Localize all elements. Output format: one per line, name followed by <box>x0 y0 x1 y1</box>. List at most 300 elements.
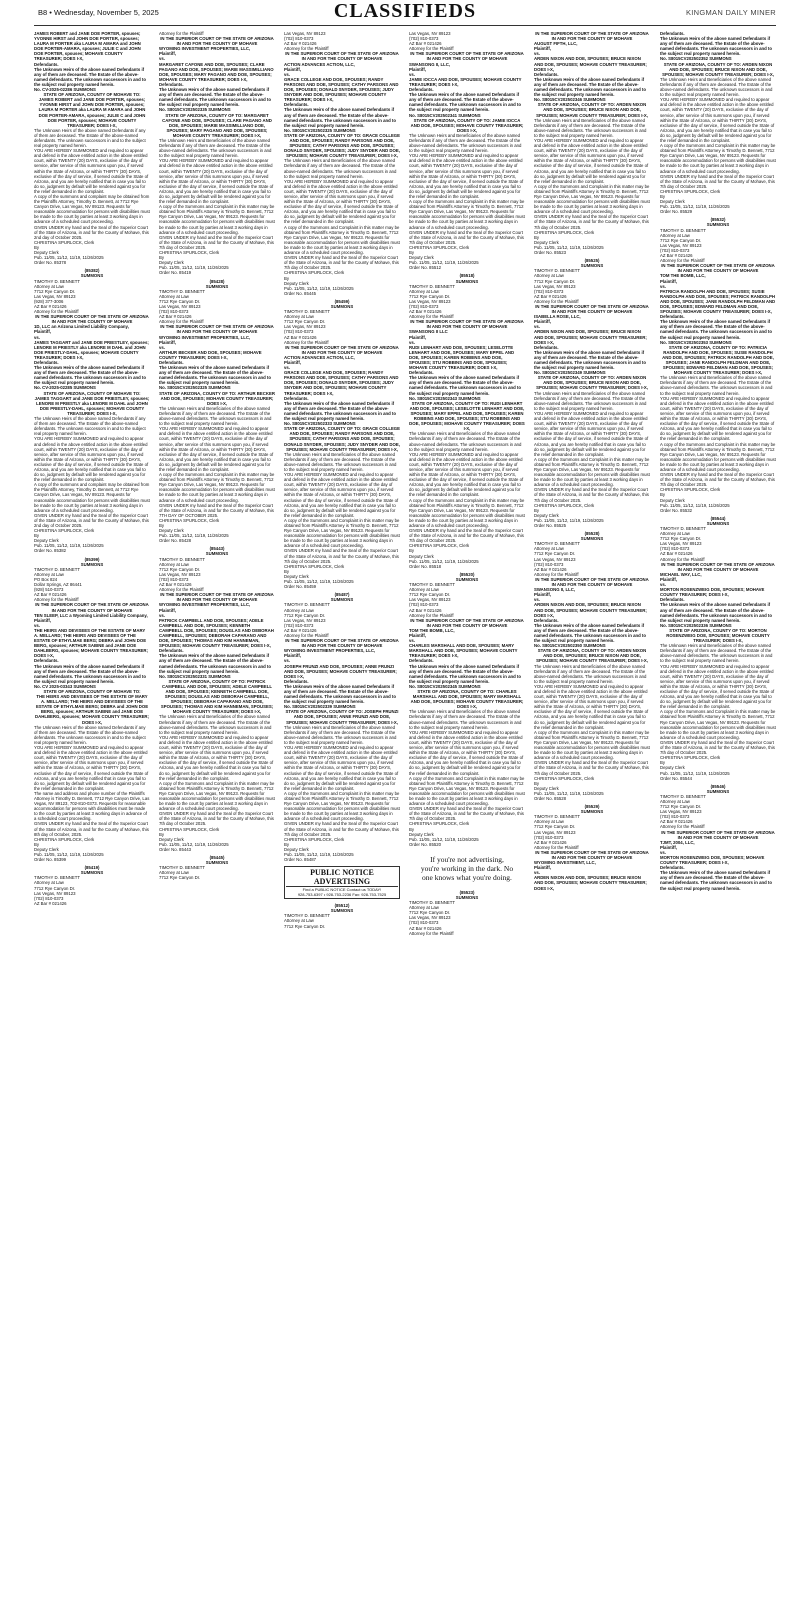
notice-text: Deputy Clerk <box>660 765 685 771</box>
notice-heading: MORTON ROSENZWEIG DOE, SPOUSES; MOHAVE COUNTY TREASURER; DOES I-X, <box>660 587 765 598</box>
notice-text: By <box>534 234 540 240</box>
notice-text: A copy of the Summons and Complaint in this matter may be obtained from Plaintiffs Attorney is Timothy D. Bennett, 7712 Rye Canyon Drive, Las Vegas, NV 89123. Requests for reasonable accommodation for persons with disabilities must be made to the court by parties at least 3 working days in advance of a scheduled court proceeding. <box>284 517 400 549</box>
notice-text: 7712 Rye Canyon Dr. <box>284 612 326 618</box>
notice-text: GIVEN UNDER my hand and the Seal of the Superior Court of the State of Arizona, in and for the County of Mohave, this 7th day of October 2025. <box>534 487 649 503</box>
notice-text: Order No. 85512 <box>409 265 442 271</box>
notice-heading: The Unknown Heirs of the above named Defendants if any of them are deceased. The Estate of the above-named defendants. The unknown successors in and to the subject real property named herein. <box>660 602 772 623</box>
notice-text: YOU ARE HEREBY SUMMONED and required to appear and defend in the above entitled action in the above entitled court, within TWENTY (20) DAYS, exclusive of the day of service, after service of this summons upon you, if served within the State of Arizona, or within THIRTY (30) DAYS, exclusive of the day of service, if served outside the State of Arizona, and you are hereby notified that in case you fail to do so, judgment by default will be rendered against you for the relief demanded in the complaint. <box>409 451 524 498</box>
notice-heading: ARDEN NIXON AND DOE, SPOUSES; BRUCE NIXON AND DOE, SPOUSES; MOHAVE COUNTY TREASURER; DOES I-X, <box>534 875 647 891</box>
notice-heading: STATE OF ARIZONA, COUNTY OF MOHAVE TO: <box>43 689 141 694</box>
notice-heading: No. S8015CV202502345 SUMMONS <box>409 683 481 689</box>
notice-text: TIMOTHY D. BENNETT <box>660 793 706 799</box>
notice-text: AZ Bar # 021426 <box>409 607 442 613</box>
notice-heading: IN THE SUPERIOR COURT OF THE STATE OF ARIZONA <box>661 561 775 567</box>
notice-text: AZ Bar # 021426 <box>34 592 67 598</box>
notice-heading: STATE OF ARIZONA, COUNTY OF TO: ARDEN NIXON AND DOE, SPOUSES; BRUCE NIXON AND DOE, SPOUSES; MOHAVE COUNTY TREASURER; DOES I-X, <box>662 61 774 77</box>
notice-text: Attorney at Law <box>159 561 189 567</box>
notice-heading: IN AND FOR THE COUNTY OF MOHAVE <box>301 56 383 62</box>
notice-text: CHRISTINA SPURLOCK, Clerk <box>284 270 345 276</box>
notice-heading: IN THE SUPERIOR COURT OF THE STATE OF ARIZONA <box>160 36 274 42</box>
notice-heading: Plaintiff, <box>159 339 176 345</box>
notice-heading: SUMMONS <box>205 860 229 866</box>
notice-text: By <box>159 523 165 528</box>
notice-text: A copy of the Summons and Complaint in this matter may be obtained from Plaintiffs Attorney is Timothy D. Bennett, 7712 Rye Canyon Drive, Las Vegas, NV 89123. Requests for reasonable accommodation for persons with disabilities must be made to the court by parties at least 3 working days in advance of a scheduled court proceeding. <box>159 780 275 812</box>
notice-heading: TJMT, 2004, LLC, <box>660 839 695 845</box>
notice-heading: vs. <box>660 283 666 289</box>
notice-text: 7712 Rye Canyon Dr. <box>34 885 76 891</box>
notice-text: 7712 Rye Canyon Dr. <box>660 536 702 542</box>
notice-text: CHRISTINA SPURLOCK, Clerk <box>284 563 345 569</box>
notice-heading: No. S8015CV202502341 SUMMONS <box>409 112 481 118</box>
notice-text: By <box>534 507 540 513</box>
notice-heading: IN AND FOR THE COUNTY OF MOHAVE <box>426 324 508 330</box>
notice-text: Pub. 11/05, 11/12, 11/19, 11/26/2025 <box>159 841 229 847</box>
notice-text: Pub. 11/05, 11/12, 11/19, 11/26/2025 <box>409 260 479 266</box>
notice-heading: IN AND FOR THE COUNTY OF MOHAVE <box>677 268 759 274</box>
column-4 <box>409 31 525 1611</box>
notice-heading: Plaintiff, <box>284 360 301 365</box>
notice-heading: Defendants. <box>159 81 184 87</box>
notice-text: Deputy Clerk <box>159 836 184 842</box>
notice-text: Order No. 85443 <box>159 846 192 852</box>
notice-heading: Defendants. <box>159 648 184 654</box>
notice-text: TIMOTHY D. BENNETT <box>409 900 455 906</box>
notice-text: PO Box 824 <box>34 576 58 582</box>
notice-text: The Unknown Heirs and Beneficiaries of the above named Defendants if any of them are deceased. The Estate of the above-named defendants. The unknown successors in and to the subject real property named herein. <box>660 643 773 664</box>
notice-text: GIVEN UNDER my hand and the Seal of the Superior Court of the State of Arizona, in and for the County of Mohave, this 7th day of October 2025. <box>660 739 775 756</box>
notice-text: A copy of the Summons and Complaint in this matter may be obtained from Plaintiffs Attorney is Timothy D. Bennett, 7712 Rye Canyon Drive, Las Vegas, NV 89123. Requests for reasonable accommodation for persons with disabilities must be made to the court by parties at least 3 working days in advance of a scheduled court proceeding. <box>159 472 275 503</box>
notice-heading: STATE OF ARIZONA, COUNTY OF TO: ARTHUR BECKER AND DOE, SPOUSES; MOHAVE COUNTY TREASURER; DOES I-X, <box>159 390 275 406</box>
notice-heading: Defendants. <box>409 87 434 93</box>
notice-heading: The Unknown Heirs of the above named Defendants if any of them are deceased. The Estate of the above-named defendants. The unknown successors in and to the subject real property named herein. <box>534 76 646 98</box>
notice-text: TIMOTHY D. BENNETT <box>409 283 455 289</box>
notice-text: Order No. 85445 <box>284 290 317 296</box>
notice-heading: Plaintiff, <box>409 334 426 340</box>
notice-heading: No. S8015CV202502346 SUMMONS <box>534 97 606 103</box>
notice-text: By <box>284 841 290 847</box>
notice-text: Order No. 85487 <box>284 857 317 863</box>
notice-heading: The Unknown Heirs of the above named Defendants if any of them are deceased. The Estate of the above-named defendants. The unknown successors in and to the subject real property named herein. <box>284 107 396 128</box>
notice-text: Las Vegas, NV 89123 <box>660 242 702 248</box>
notice-heading: SUMMONS <box>706 222 730 228</box>
notice-heading: SUMMONS <box>580 809 604 815</box>
notice-heading: TOM THE BOMB, LLC, <box>660 273 706 279</box>
notice-text: GIVEN UNDER my hand and the Seal of the Superior Court of the State of Arizona, in and for the County of Mohave, this 7th day of October 2025. <box>534 214 649 230</box>
notice-text: The Unknown Heirs and Beneficiaries of the above named Defendants if any of them are deceased. The Estate of the above-named defendants. The unknown successors in and to the subject real property named herein. <box>534 663 647 684</box>
notice-text: Order No. 85459 <box>284 584 317 590</box>
notice-heading: The Unknown Heirs of the above named Defendants if any of them are deceased. The Estate of the above-named defendants. The unknown successors in and to the subject real property named herein. <box>660 36 772 57</box>
notice-text: Pub. 11/05, 11/12, 11/19, 11/26/2025 <box>660 204 730 210</box>
notice-text: TIMOTHY D. BENNETT <box>534 268 580 274</box>
notice-text: 7712 Rye Canyon Dr. <box>409 910 451 916</box>
notice-text: (702) 810-0373 <box>409 303 439 309</box>
notice-heading: TEN SLEEP, LLC a Wyoming Limited Liability Company, <box>34 612 148 618</box>
notice-text: 7712 Rye Canyon Dr. <box>534 551 576 557</box>
notice-heading: MARGARET CAFONE AND DOE, SPOUSES; CLARE PAGANO AND DOE, SPOUSES; MARIE MASSIMILLIANO DOE, SPOUSES; MARY PAGANO AND DOE, SPOUSES; MOHAVE COUNTY TREASURER; DOES I-X, <box>159 61 274 82</box>
notice-heading: SUMMONS <box>706 788 730 794</box>
notice-heading: IN AND FOR THE COUNTY OF MOHAVE <box>301 643 383 649</box>
public-notice-ad <box>284 866 400 899</box>
notice-text: The Unknown Heirs and Beneficiaries of the above named Defendants if any of them are deceased. The Estate of the above-named defendants. The unknown successors in and to the subject real property named herein. <box>159 137 272 159</box>
notice-text: Order No. 85419 <box>159 270 192 276</box>
notice-heading: No. S8015CV202502335 SUMMONS <box>159 107 231 113</box>
notice-text: TIMOTHY D. BENNETT <box>660 526 706 531</box>
notice-heading: vs. <box>409 71 415 77</box>
notice-heading: IN AND FOR THE COUNTY OF MOHAVE <box>551 582 633 588</box>
notice-text: The Unknown Heirs and Beneficiaries of the above named Defendants if any of them are deceased. The Estate of the above-named defendants. The unknown successors in and to the subject real property named herein. <box>159 405 272 427</box>
notice-heading: Defendants. <box>34 61 59 67</box>
notice-text: TIMOTHY D. BENNETT <box>409 582 455 588</box>
notice-heading: The Unknown Heirs of the above named Defendants if any of them are deceased. The Estate of the above-named defendants. The unknown successors in and to the subject real property named herein. <box>534 349 646 371</box>
notice-text: YOU ARE HEREBY SUMMONED and required to appear and defend in the above entitled action in the above entitled court, within TWENTY (20) DAYS, exclusive of the day of service, after service of this summons upon you, if served within the State of Arizona, or within THIRTY (30) DAYS, exclusive of the day of service, if served outside the State of Arizona, and you are hereby notified that in case you fail to do so, judgment by default will be rendered against you for the relief demanded in the complaint. <box>534 683 649 730</box>
notice-heading: No. S8015CV202502352 SUMMONS <box>660 56 732 62</box>
notice-heading: STATE OF ARIZONA, COUNTY OF TO: PATRICIA RANDOLPH AND DOE, SPOUSES; SUSIE RANDOLPH AND DOE, SPOUSES; PATRICK RANDOLPH AND DOE, SPOUSES; JANE RANDOLPH FELDMAN AND DOE, SPOUSES; EDWARD FELDMAN AND DOE, SPOUSES; MOHAVE COUNTY TREASURER; DOES I-X, <box>662 344 774 376</box>
notice-heading: Plaintiff, <box>159 51 176 57</box>
notice-heading: JAMES TAGGART and JANE DOE PRIESTLEY, spouses; LENORE M PRIESTLY aka LENORE M DAHL and JOHN DOE PRIESTLY-DAHL, spouses; MOHAVE COUNTY TREASURER; DOES I-X, <box>34 339 149 360</box>
notice-heading: Defendants. <box>159 360 184 365</box>
notice-heading: The Unknown Heirs of the above named Defendants if any of them are deceased. The Estate of the above-named defendants. The unknown successors in and to the subject real property named herein. <box>409 92 521 113</box>
notice-text: Order No. 85382 <box>34 548 67 554</box>
notice-text: (702) 810-0373 <box>284 622 314 628</box>
notice-text: A copy of the summons and complaint may be obtained from the Plaintiffs Attorney, Timothy D. Bennett, at 7712 Rye Canyon Drive, Las Vegas, NV 89123. Requests for reasonable accommodation for persons with disabilities must be made to the court by parties at least 3 working days in advance of a scheduled court proceeding. <box>34 482 150 513</box>
notice-heading: THE HEIRS AND DEVISEES OF THE ESTATE OF MARY A. MELLARD; THE HEIRS AND DEVISEES OF THE ESTATE OF ETHYLMAE BERG; DEBRA and JOHN DOE BERG, spouses; ARTHUR SABINE and JANE DOE DAHLBERG, spouses; MOHAVE COUNTY TREASURER; DOES I-X, <box>34 627 148 659</box>
notice-heading: No. S8015CV202502325 SUMMONS <box>284 127 356 133</box>
notice-text: TIMOTHY D. BENNETT <box>34 875 80 881</box>
notice-text: Pub. 11/05, 11/12, 11/19, 11/26/2025 <box>34 255 104 261</box>
notice-heading: PATRICK CAMPBELL AND DOE, SPOUSES; ADELE CAMPBELL AND DOE, SPOUSES; KENNETH CAMPBELL DOE, SPOUSES; DOUGLAS AND DEBORAH CAMPBELL, SPOUSES; DEBORAH CAPARANO AND DOE, SPOUSES; THOMAS AND KIM HANNEMAN, SPOUSES; MOHAVE COUNTY TREASURER; DOES I-X, <box>159 617 274 649</box>
notice-heading: (85518) <box>459 273 475 279</box>
notice-text: 7712 Rye Canyon Dr. <box>159 875 201 881</box>
notice-heading: Plaintiff, <box>660 278 677 284</box>
notice-text: The Unknown Heirs and Beneficiaries of the above named Defendants if any of them are deceased. The Estate of the above-named defendants. The unknown successors in and to the subject real property named herein. <box>409 132 522 154</box>
column-5 <box>534 31 650 1611</box>
page-date-label: B8 • Wednesday, November 5, 2025 <box>38 8 159 17</box>
notice-heading: STATE OF ARIZONA, COUNTY OF TO: ARDEN NIXON AND DOE, SPOUSES; BRUCE NIXON AND DOE, SPOUSES; MOHAVE COUNTY TREASURER; DOES I-X, <box>536 648 648 664</box>
notice-text: CHRISTINA SPURLOCK, Clerk <box>409 543 470 549</box>
notice-heading: SUMMONS <box>80 273 104 279</box>
notice-heading: IN THE SUPERIOR COURT OF THE STATE OF ARIZONA <box>285 638 399 644</box>
notice-heading: SUMMONS <box>706 520 730 526</box>
notice-heading: No. S8015CV202502349 SUMMONS <box>534 370 606 376</box>
notice-heading: vs. <box>660 849 666 855</box>
notice-text: Attorney at Law <box>534 546 564 552</box>
notice-heading: GRACE COLLEGE AND DOE, SPOUSES; RANDY PARSONS AND DOE, SPOUSES; CATHY PARSONS AND DOE, SPOUSES; DONALD SNYDER, SPOUSES; JUDY SNYDER AND DOE, SPOUSES; MOHAVE COUNTY TREASURER; DOES I-X, <box>284 76 399 103</box>
notice-text: By <box>660 760 666 766</box>
notice-text: Dollar Springs, AZ 86441 <box>34 582 82 588</box>
notice-heading: The Unknown Heirs of the above named Defendants if any of them are deceased. The Estate of the above-named defendants. The unknown successors in and to the subject real property named herein. <box>409 375 521 396</box>
notice-text: Order No. 85428 <box>159 538 192 544</box>
notice-text: AZ Bar # 021426 <box>534 293 567 299</box>
notice-heading: IN THE SUPERIOR COURT OF THE STATE OF ARIZONA <box>410 51 524 57</box>
notice-text: Pub. 11/05, 11/12, 11/19, 11/26/2025 <box>159 533 229 539</box>
notice-text: Pub. 11/05, 11/12, 11/19, 11/26/2025 <box>660 502 730 508</box>
notice-heading: THE HEIRS AND DEVISEES OF THE ESTATE OF MARY A. MELLARD; THE HEIRS AND DEVISEES OF THE ESTATE OF ETHYLMAE BERG; DEBRA and JOHN DOE BERG, spouses; ARTHUR SABINE and JANE DOE DAHLBERG, spouses; MOHAVE COUNTY TREASURER; DOES I-X, <box>35 694 149 725</box>
notice-heading: Defendants. <box>284 678 309 684</box>
notice-heading: Plaintiff, <box>284 653 301 659</box>
notice-text: GIVEN UNDER my hand and the Seal of the Superior Court of the State of Arizona, in and for the County of Mohave, this 7th day of October 2025. <box>284 821 399 837</box>
notice-text: YOU ARE HEREBY SUMMONED and required to appear and defend in the above entitled action in the above entitled court, within TWENTY (20) DAYS, exclusive of the day of service, after service of this summons upon you, if served within the State of Arizona, or within THIRTY (30) DAYS, exclusive of the day of service, if served outside the State of Arizona, and you are hereby notified that in case you fail to do so, judgment by default will be rendered against you for the relief demanded in the complaint. <box>34 436 149 483</box>
notice-text: Las Vegas, NV 89123 <box>409 915 451 921</box>
notice-text: Las Vegas, NV 89123 <box>534 556 576 562</box>
notice-text: (702) 810-0373 <box>660 247 690 253</box>
notice-heading: Defendants. <box>660 597 685 603</box>
notice-heading: No. S8015CV202502333 SUMMONS <box>284 421 356 427</box>
notice-text: Deputy Clerk <box>409 255 434 261</box>
notice-text: Attorney for the Plaintiff <box>159 31 204 36</box>
notice-text: AZ Bar # 021426 <box>159 582 192 588</box>
notice-text: A copy of the Summons and Complaint in this matter may be obtained from Plaintiffs Attorney is Timothy D. Bennett, 7712 Rye Canyon Drive, Las Vegas, NV 89123. Requests for reasonable accommodation for persons with disabilities must be made to the court by parties at least 3 working days in advance of a scheduled court proceeding. <box>409 199 525 230</box>
notice-text: CHRISTINA SPURLOCK, Clerk <box>409 821 470 827</box>
notice-heading: IN AND FOR THE COUNTY OF MOHAVE <box>176 329 258 335</box>
notice-heading: JAMES ROBERT and JANE DOE PORTER, spouses; YVONNE HIRST and JOHN DOE PORTER, spouses; LAURA M PORTER aka LAURA M AMARA and JOHN DOE PORTER-AMARA, spouses; JULIE C and JOHN DOE PORTER, spouses; MOHAVE COUNTY TREASURER; DOES I-X, <box>34 31 141 62</box>
notice-heading: IN AND FOR THE COUNTY OF MOHAVE <box>551 36 633 42</box>
notice-text: YOU ARE HEREBY SUMMONED and required to appear and defend in the above entitled action in the above entitled court, within TWENTY (20) DAYS, exclusive of the day of service, after service of this summons upon you, if served within the State of Arizona, or within THIRTY (30) DAYS, exclusive of the day of service, if served outside the State of Arizona, and you are hereby notified that in case you fail to do so, judgment by default will be rendered against you for the relief demanded in the complaint. <box>660 395 775 442</box>
notice-text: YOU ARE HEREBY SUMMONED and required to appear and defend in the above entitled action in the above entitled court, within TWENTY (20) DAYS, exclusive of the day of service, after service of this summons upon you, if served within the State of Arizona, or within THIRTY (30) DAYS, exclusive of the day of service, if served outside the State of Arizona, and you are hereby notified that in case you fail to do so, judgment by default will be rendered against you for the relief demanded in the complaint. <box>409 153 524 199</box>
notice-text: AZ Bar # 021426 <box>284 627 317 633</box>
notice-text: (702) 810-0373 <box>409 602 439 608</box>
notice-text: TIMOTHY D. BENNETT <box>34 278 80 284</box>
notice-heading: vs. <box>534 597 540 603</box>
notice-heading: vs. <box>159 612 165 618</box>
notice-text: (702) 810-0373 <box>284 36 314 42</box>
notice-heading: CHARLES MARSHALL AND DOE, SPOUSES; MARY MARSHALL AND DOE, SPOUSES; MOHAVE COUNTY TREASURER; DOES I-X, <box>409 643 518 659</box>
notice-heading: IN AND FOR THE COUNTY OF MOHAVE <box>677 834 759 840</box>
notice-heading: (85399) <box>84 556 100 562</box>
notice-heading: ARTHUR BECKER AND DOE, SPOUSES; MOHAVE COUNTY TREASURER; DOES I-X, <box>159 349 262 360</box>
notice-text: Attorney at Law <box>284 918 314 924</box>
notice-text: CHRISTINA SPURLOCK, Clerk <box>34 239 95 245</box>
notice-heading: SUMMONS <box>455 895 479 900</box>
notice-text: Attorney for the Plaintiff <box>660 258 705 264</box>
notice-text: Attorney at Law <box>34 880 64 886</box>
notice-text: Deputy Clerk <box>409 553 434 559</box>
notice-heading: IN THE SUPERIOR COURT OF THE STATE OF ARIZONA <box>535 303 649 309</box>
notice-text: Attorney at Law <box>409 587 439 593</box>
notice-heading: (85523) <box>459 889 475 895</box>
notice-text: 7712 Rye Canyon Dr. <box>284 319 326 325</box>
notice-text: Attorney for the Plaintiff <box>534 298 579 304</box>
notice-heading: IN AND FOR THE COUNTY OF MOHAVE <box>551 855 633 860</box>
notice-text: Pub. 11/05, 11/12, 11/19, 11/26/2025 <box>534 244 604 250</box>
notice-heading: (85428) <box>209 278 225 284</box>
notice-text: A copy of the Summons and Complaint in this matter may be obtained from Plaintiffs Attorney is Timothy D. Bennett, 7712 Rye Canyon Drive, Las Vegas, NV 89123. Requests for reasonable accommodation for persons with disabilities must be made to the court by parties at least 3 working days in advance of a scheduled court proceeding. <box>284 224 400 256</box>
notice-heading: STATE OF ARIZONA, COUNTY OF TO: GRACE COLLEGE AND DOE, SPOUSES; RANDY PARSONS AND DOE, SPOUSES; CATHY PARSONS AND DOE, SPOUSES; DONALD SNYDER, SPOUSES; JUDY SNYDER AND DOE, SPOUSES; MOHAVE COUNTY TREASURER; DOES I-X, <box>284 132 400 159</box>
notice-text: Attorney at Law <box>534 273 564 279</box>
notice-heading: IN THE SUPERIOR COURT OF THE STATE OF ARIZONA <box>35 314 149 320</box>
notice-heading: The Unknown Heirs of the above named Defendants if any of them are deceased. The Estate of the above-named defendants. The unknown successors in and to the subject real property named herein. <box>34 663 146 684</box>
notice-text: Las Vegas, NV 89123 <box>534 283 576 289</box>
notice-heading: (85445) <box>209 855 225 860</box>
notice-heading: SUMMONS <box>330 908 354 914</box>
public-notice-title: PUBLIC NOTICE ADVERTISING <box>286 868 398 887</box>
notice-heading: IN THE SUPERIOR COURT OF THE STATE OF ARIZONA <box>535 31 649 36</box>
notice-heading: IN AND FOR THE COUNTY OF MOHAVE <box>426 622 508 628</box>
notice-text: Las Vegas, NV 89123 <box>159 303 201 309</box>
notice-heading: SWANSONG II LLC <box>409 329 448 335</box>
notice-text: Deputy Clerk <box>159 528 184 534</box>
notice-heading: Plaintiff, <box>534 319 551 325</box>
notice-text: The Unknown Heirs and Beneficiaries of the above named Defendants if any of them are deceased. The Estate of the above-named defendants. The unknown successors in and to the subject real property named herein. <box>284 724 397 745</box>
notice-heading: STATE OF ARIZONA, COUNTY OF MOHAVE TO: <box>43 390 141 396</box>
notice-heading: IN THE SUPERIOR COURT OF THE STATE OF ARIZONA <box>661 263 775 269</box>
notice-heading: Plaintiff, <box>34 329 51 335</box>
slogan-line: you're working in the dark. No <box>420 863 514 873</box>
notice-heading: STATE OF ARIZONA, COUNTY OF TO: RUDI LENHART AND DOE, SPOUSES; LESELOTTE LENHART AND DOE, SPOUSES; MARY EPPEL AND DOE, SPOUSES; KAREN ROBBINS AND DOE, SPOUSES; STU ROBBINS AND DOE, SPOUSES; MOHAVE COUNTY TREASURER; DOES I-X, <box>409 400 525 432</box>
notice-heading: (85546) <box>710 783 726 789</box>
notice-text: By <box>534 780 540 786</box>
notice-heading: The Unknown Heirs of the above named Defendants if any of them are deceased. The Estate of the above-named defendants. The unknown successors in and to the subject real property named herein. <box>34 365 146 386</box>
notice-text: Las Vegas, NV 89123 <box>660 809 702 815</box>
notice-heading: Defendants. <box>409 370 434 376</box>
notice-heading: IN THE SUPERIOR COURT OF THE STATE OF ARIZONA <box>285 51 399 57</box>
notice-text: A copy of the Summons and Complaint in this matter may be obtained from Plaintiffs Attorney is Timothy D. Bennett, 7712 Rye Canyon Drive, Las Vegas, NV 89123. Requests for reasonable accommodation for persons with disabilities must be made to the court by parties at least 3 working days in advance of a scheduled court proceeding. <box>534 183 650 215</box>
notice-text: Pub. 11/05, 11/12, 11/19, 11/26/2025 <box>534 517 604 523</box>
notice-heading: (85382) <box>84 268 100 274</box>
notice-text: Attorney for the Plaintiff <box>409 612 454 618</box>
notice-heading: Defendants. <box>534 344 559 350</box>
notice-text: By <box>409 250 415 256</box>
notice-heading: vs. <box>409 339 415 345</box>
classified-columns <box>34 31 776 1611</box>
notice-heading: vs. <box>34 622 40 628</box>
notice-heading: vs. <box>159 56 165 62</box>
notice-heading: ARDEN NIXON AND DOE, SPOUSES; BRUCE NIXON AND DOE, SPOUSES; MOHAVE COUNTY TREASURER; DOES I-X, <box>534 602 647 618</box>
notice-heading: Defendants. <box>534 617 559 623</box>
notice-heading: WYOMING INVESTMENT PROPERTIES, LLC, <box>159 602 251 608</box>
notice-heading: Defendants. <box>284 102 309 108</box>
public-notice-sub: Find a PUBLIC NOTICE Contact us TODAY! <box>302 887 382 893</box>
notice-text: A copy of the Summons and Complaint in this matter may be obtained from Plaintiffs Attorney is Timothy D. Bennett, 7712 Rye Canyon Drive, Las Vegas, NV 89123. Requests for reasonable accommodation for persons with disabilities must be made to the court by parties at least 3 working days in advance of a scheduled court proceeding. <box>284 790 400 822</box>
notice-heading: 1D, LLC an Arizona Limited Liability Company, <box>34 324 129 330</box>
notice-heading: SUMMONS <box>455 278 479 284</box>
notice-heading: (85544) <box>710 515 726 521</box>
notice-text: YOU ARE HEREBY SUMMONED and required to appear and defend in the above entitled action in the above entitled court, within TWENTY (20) DAYS, exclusive of the day of service, after service of this summons upon you, if served within the State of Arizona, or within THIRTY (30) DAYS, exclusive of the day of service, if served outside the State of Arizona, and you are hereby notified that in case you fail to do so, judgment by default will be rendered against you for the relief demanded in the complaint. <box>34 745 149 791</box>
notice-heading: JOSEPH FRUNZI AND DOE, SPOUSES; ANNE FRUNZI AND DOE, SPOUSES; MOHAVE COUNTY TREASURER; DOES I-X, <box>284 663 397 679</box>
notice-text: 7712 Rye Canyon Dr. <box>660 237 702 243</box>
section-title: CLASSIFIEDS <box>333 0 477 22</box>
notice-text: Deputy Clerk <box>534 512 559 518</box>
notice-text: The Unknown Heirs and Beneficiaries of the above named Defendants if any of them are deceased. The Estate of the above-named defendants. The unknown successors in and to the subject real property named herein. <box>159 714 272 735</box>
notice-text: TIMOTHY D. BENNETT <box>159 556 205 562</box>
notice-heading: IN AND FOR THE COUNTY OF MOHAVE <box>51 319 133 325</box>
notice-text: By <box>660 194 666 199</box>
notice-text: Attorney for the Plaintiff <box>34 309 79 315</box>
notice-text: Las Vegas, NV 89123 <box>409 298 451 304</box>
notice-heading: SUMMONS <box>455 576 479 582</box>
notice-heading: RUDI LENHART AND DOE, SPOUSES; LESELOTTE LENHART AND DOE, SPOUSES; MARY EPPEL AND DOE, SPOUSES; KAREN ROBBINS AND DOE, SPOUSES; STU ROBBINS AND DOE, SPOUSES; MOHAVE COUNTY TREASURER; DOES I-X, <box>409 344 515 371</box>
notice-text: Pub. 11/05, 11/12, 11/19, 11/26/2025 <box>159 265 229 271</box>
notice-heading: STATE OF ARIZONA, COUNTY OF TO: CHARLES MARSHALL AND DOE, SPOUSES; MARY MARSHALL AND DOE, SPOUSES; MOHAVE COUNTY TREASURER; DOES I-X, <box>410 689 524 710</box>
notice-text: GIVEN UNDER my hand and the Seal of the Superior Court of the State of Arizona, in and for the County of Mohave, this 7th day of October 2025. <box>660 173 775 189</box>
notice-text: Attorney for the Plaintiff <box>284 632 329 638</box>
notice-heading: No. S8015CV202502325 SUMMONS <box>159 385 231 391</box>
notice-text: AZ Bar # 021426 <box>284 41 317 47</box>
notice-text: TIMOTHY D. BENNETT <box>284 913 330 919</box>
notice-text: Las Vegas, NV 89123 <box>34 890 76 896</box>
notice-text: Deputy Clerk <box>159 260 184 266</box>
notice-text: (702) 810-0373 <box>34 895 64 901</box>
notice-text: CHRISTINA SPURLOCK, Clerk <box>660 755 721 761</box>
notice-text: Deputy Clerk <box>34 250 59 256</box>
notice-text: By <box>159 831 165 837</box>
notice-text: AZ Bar # 021426 <box>409 309 442 315</box>
notice-heading: Defendants. <box>34 360 59 365</box>
notice-heading: IN AND FOR THE COUNTY OF MOHAVE <box>677 566 759 572</box>
notice-text: CHRISTINA SPURLOCK, Clerk <box>284 836 345 842</box>
notice-text: By <box>660 492 666 498</box>
notice-text: 7712 Rye Canyon Dr. <box>284 923 326 929</box>
notice-text: (928) 377-3006 <box>34 298 64 304</box>
notice-heading: (85532) <box>710 217 726 223</box>
notice-heading: No. S8015CV202502350 SUMMONS <box>534 643 606 649</box>
notice-text: CHRISTINA SPURLOCK, Clerk <box>409 244 470 250</box>
notice-text: Pub. 11/05, 11/12, 11/19, 11/26/2025 <box>34 852 104 857</box>
newspaper-name: KINGMAN DAILY MINER <box>685 8 776 17</box>
notice-text: CHRISTINA SPURLOCK, Clerk <box>534 775 595 781</box>
notice-text: (702) 810-0373 <box>284 329 314 335</box>
notice-text: (702) 810-0373 <box>409 920 439 926</box>
notice-heading: ACTION ADVANCES ACTION, LLC, <box>284 354 355 360</box>
notice-heading: Plaintiff, <box>284 66 301 72</box>
notice-heading: (85525) <box>584 258 600 264</box>
notice-heading: STATE OF ARIZONA, COUNTY OF MOHAVE TO: <box>43 92 141 98</box>
notice-text: By <box>34 533 40 539</box>
notice-heading: IN THE SUPERIOR COURT OF THE STATE OF ARIZONA <box>661 829 775 835</box>
notice-text: Deputy Clerk <box>284 846 309 852</box>
notice-text: The Unknown Heirs of the above named Defendants if any of them are deceased. The Estate of the above-named defendants. The unknown successors in and to the subject real property named herein. <box>34 127 146 149</box>
notice-heading: ARDEN NIXON AND DOE, SPOUSES; BRUCE NIXON AND DOE, SPOUSES; MOHAVE COUNTY TREASURER; DOES I-X, <box>534 56 647 72</box>
notice-text: A copy of the summons and complaint may be obtained from the Plaintiffs Attorney, Timothy D. Bennett, at 7712 Rye Canyon Drive, Las Vegas, NV 89123. Requests for reasonable accommodation for persons with disabilities must be made to the court by parties at least 3 working days in advance of a scheduled court proceeding. <box>34 194 150 225</box>
notice-text: GIVEN UNDER my hand and the Seal of the Superior Court of the State of Arizona, in and for the County of Mohave, this 7th day of October 2025. <box>660 472 775 488</box>
notice-heading: STATE OF ARIZONA, COUNTY OF TO: ARDEN NIXON AND DOE, SPOUSES; BRUCE NIXON AND DOE, SPOUSES; MOHAVE COUNTY TREASURER; DOES I-X, <box>536 375 648 391</box>
notice-heading: (85520) <box>459 571 475 577</box>
notice-text: 7712 Rye Canyon Dr. <box>34 288 76 294</box>
notice-text: Las Vegas, NV 89123 <box>660 541 702 547</box>
notice-heading: GRACE COLLEGE AND DOE, SPOUSES; RANDY PARSONS AND DOE, SPOUSES; CATHY PARSONS AND DOE, SPOUSES; DONALD SNYDER, SPOUSES; JUDY SNYDER AND DOE, SPOUSES; MOHAVE COUNTY TREASURER; DOES I-X, <box>284 370 399 396</box>
notice-text: CHRISTINA SPURLOCK, Clerk <box>159 826 220 832</box>
header-rule <box>34 25 776 26</box>
notice-text: By <box>34 841 40 847</box>
notice-text: Las Vegas, NV 89123 <box>409 31 451 36</box>
notice-text: Pub. 11/05, 11/12, 11/19, 11/26/2025 <box>284 285 354 291</box>
advertising-slogan <box>409 855 525 882</box>
notice-heading: STATE OF ARIZONA, COUNTY OF TO: JOSEPH FRUNZI AND DOE, SPOUSES; ANNE FRUNZI AND DOE, SPOUSES; MOHAVE COUNTY TREASURER; DOES I-X, <box>285 709 399 725</box>
notice-heading: STATE OF ARIZONA, COUNTY OF TO: MORTON ROSENZWEIG DOE, SPOUSES; MOHAVE COUNTY TREASURER; DOES I-X, <box>666 627 770 644</box>
notice-text: (702) 810-0373 <box>159 309 189 315</box>
notice-text: (702) 810-0373 <box>159 576 189 582</box>
notice-heading: IN AND FOR THE COUNTY OF MOHAVE <box>551 309 633 315</box>
notice-text: Las Vegas, NV 89123 <box>284 31 326 36</box>
notice-heading: IN THE SUPERIOR COURT OF THE STATE OF ARIZONA <box>535 576 649 582</box>
notice-heading: vs. <box>534 870 540 876</box>
notice-text: A copy of the Summons and Complaint in this matter may be obtained from Plaintiffs Attorney is Timothy D. Bennett, 7712 Rye Canyon Drive, Las Vegas, NV 89123. Requests for reasonable accommodation for persons with disabilities must be made to the court by parties at least 3 working days in advance of a scheduled court proceeding. <box>409 497 525 528</box>
notice-heading: JAMES TAGGART and JANE DOE PRIESTLEY, spouses; LENORE M PRIESTLY aka LENORE M DAHL and JOHN DOE PRIESTLY-DAHL, spouses; MOHAVE COUNTY TREASURER; DOES I-X, <box>34 395 150 416</box>
notice-heading: vs. <box>34 334 40 340</box>
notice-text: Deputy Clerk <box>284 573 309 579</box>
notice-heading: No. CV-2025-02285 SUMMONS <box>34 385 96 391</box>
notice-text: Order No. 85532 <box>660 507 693 513</box>
notice-text: Order No. 85529 <box>660 209 693 215</box>
notice-heading: SUMMONS <box>80 870 104 876</box>
notice-text: YOU ARE HEREBY SUMMONED and required to appear and defend in the above entitled action in the above entitled court, within TWENTY (20) DAYS, exclusive of the day of service, after service of this summons upon you, if served within the State of Arizona, or within THIRTY (30) DAYS, exclusive of the day of service, if served outside the State of Arizona, and you are hereby notified that in case you fail to do so, judgment by default will be rendered against you for the relief demanded in the complaint. <box>159 158 274 205</box>
notice-heading: SUMMONS <box>330 597 354 603</box>
notice-heading: SUMMONS <box>580 263 604 269</box>
notice-text: 7712 Rye Canyon Dr. <box>409 592 451 598</box>
notice-text: (702) 810-0373 <box>534 561 564 567</box>
notice-text: Deputy Clerk <box>660 497 685 503</box>
notice-heading: IN THE SUPERIOR COURT OF THE STATE OF ARIZONA <box>410 617 524 623</box>
notice-text: By <box>284 568 290 574</box>
